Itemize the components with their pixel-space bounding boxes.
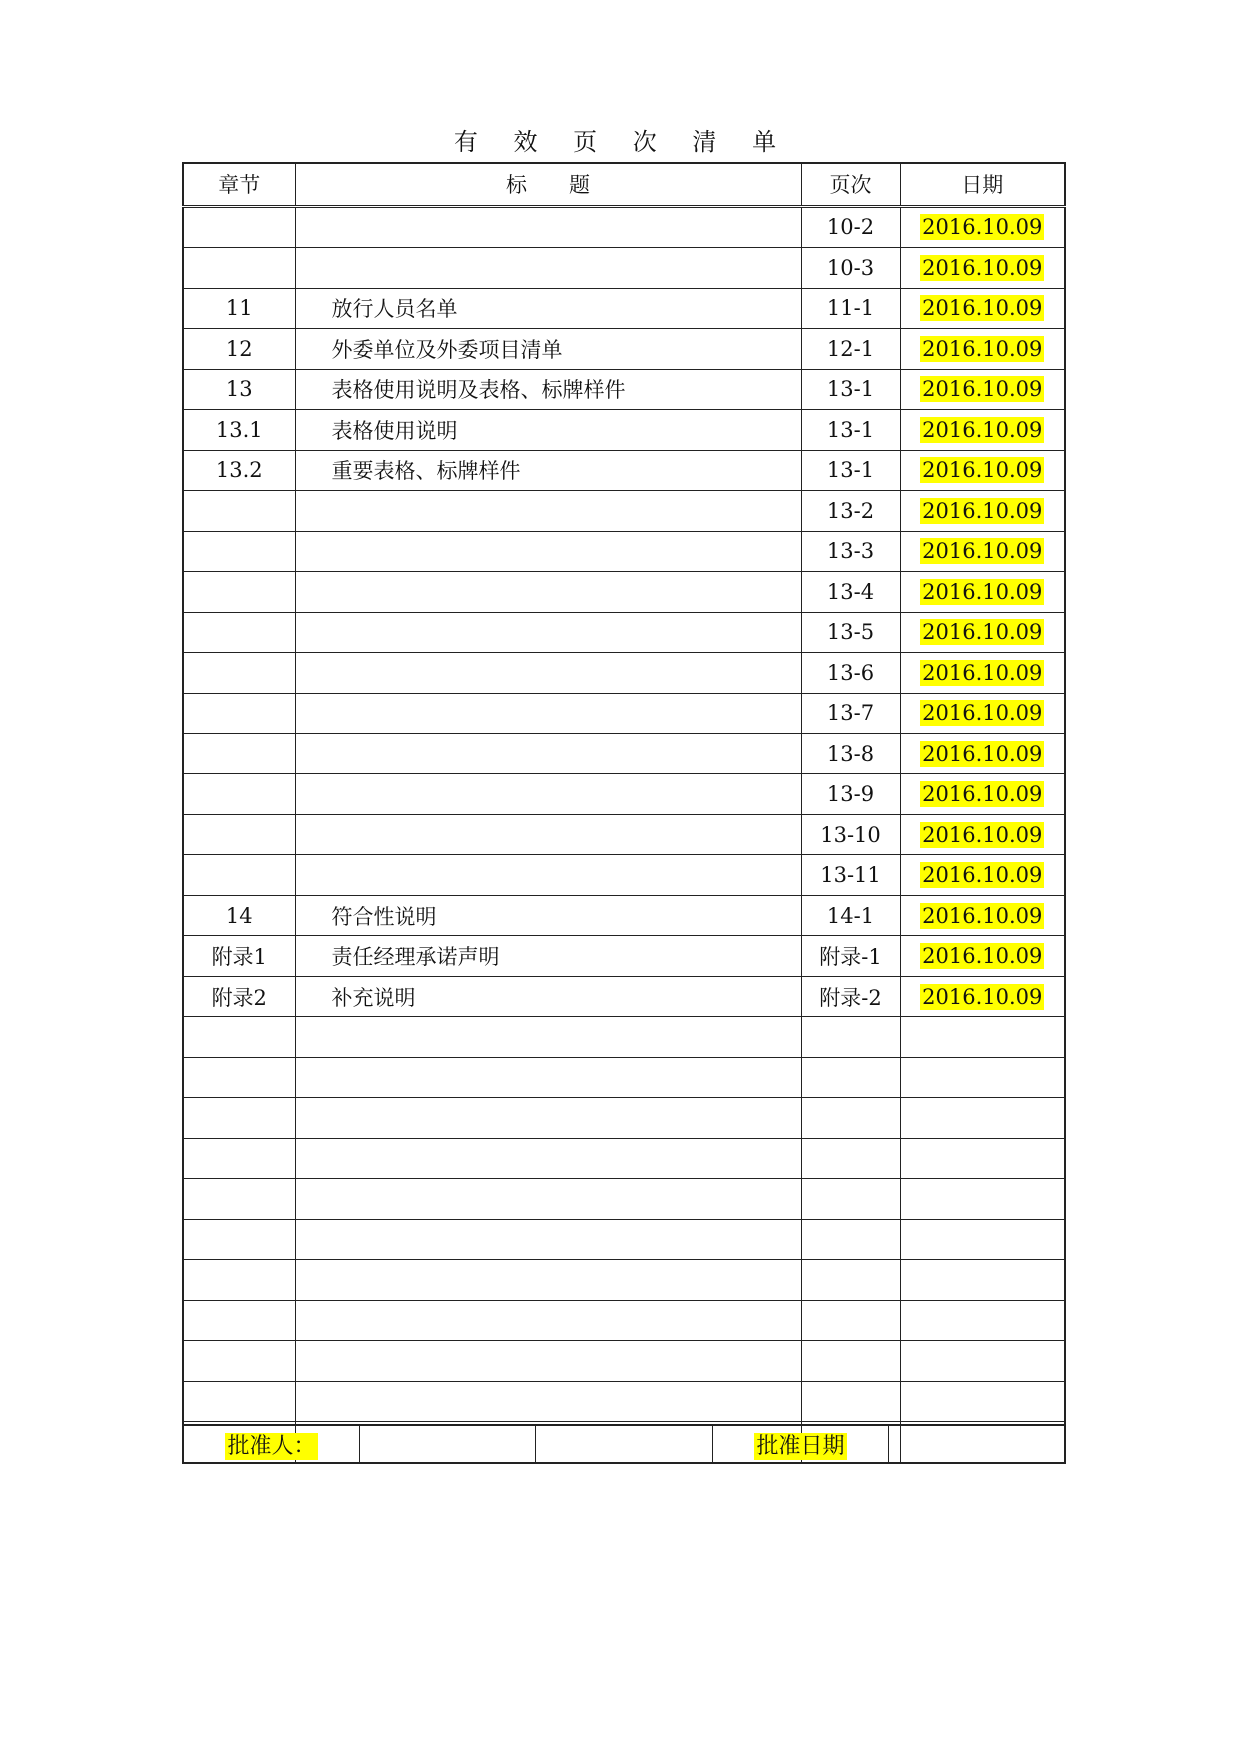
- heading-cell: [295, 1260, 801, 1300]
- approval-date-label: 批准日期: [756, 1433, 845, 1459]
- chapter-cell: [183, 612, 295, 652]
- page-cell: 13-5: [801, 612, 900, 652]
- date-cell: [900, 1219, 1065, 1259]
- date-cell: [900, 734, 1065, 774]
- heading-cell: 补充说明: [295, 976, 801, 1016]
- page-cell: 13-8: [801, 734, 900, 774]
- page-cell: 12-1: [801, 329, 900, 369]
- table-row: [183, 410, 1065, 450]
- header-heading: 标 题: [295, 163, 801, 206]
- table-header-row: [183, 163, 1065, 206]
- page-cell: 13-1: [801, 369, 900, 409]
- table-row: [183, 1098, 1065, 1138]
- chapter-cell: [183, 1341, 295, 1381]
- table-row: [183, 491, 1065, 531]
- approval-date-label-cell: [713, 1425, 889, 1463]
- heading-cell: 放行人员名单: [295, 288, 801, 328]
- page-cell: [801, 1098, 900, 1138]
- heading-cell: 符合性说明: [295, 895, 801, 935]
- page-cell: 13-3: [801, 531, 900, 571]
- heading-cell: [295, 814, 801, 854]
- table-row: [183, 693, 1065, 733]
- date-cell: [900, 612, 1065, 652]
- chapter-cell: [183, 693, 295, 733]
- date-value: 2016.10.09: [922, 255, 1043, 280]
- heading-cell: 外委单位及外委项目清单: [295, 329, 801, 369]
- table-row: [183, 206, 1065, 248]
- heading-cell: [295, 248, 801, 288]
- heading-cell: [295, 531, 801, 571]
- heading-cell: [295, 1098, 801, 1138]
- heading-cell: [295, 1381, 801, 1421]
- date-value: 2016.10.09: [922, 863, 1043, 888]
- table-row: [183, 1017, 1065, 1057]
- table-row: [183, 572, 1065, 612]
- chapter-cell: [183, 855, 295, 895]
- date-value: 2016.10.09: [922, 539, 1043, 564]
- date-cell: [900, 1381, 1065, 1421]
- page-cell: [801, 1057, 900, 1097]
- date-cell: [900, 855, 1065, 895]
- date-cell: [900, 774, 1065, 814]
- chapter-cell: 13: [183, 369, 295, 409]
- date-cell: [900, 450, 1065, 490]
- table-row: [183, 531, 1065, 571]
- page-cell: 附录-2: [801, 976, 900, 1016]
- date-cell: [900, 653, 1065, 693]
- page-title: 有 效 页 次 清 单: [453, 128, 791, 156]
- date-cell: [900, 1017, 1065, 1057]
- chapter-cell: [183, 1098, 295, 1138]
- header-chapter: 章节: [183, 163, 295, 206]
- heading-cell: [295, 855, 801, 895]
- page-cell: [801, 1219, 900, 1259]
- date-cell: [900, 572, 1065, 612]
- chapter-cell: [183, 774, 295, 814]
- date-value: 2016.10.09: [922, 417, 1043, 442]
- chapter-cell: [183, 531, 295, 571]
- approval-date-value-cell: [889, 1425, 1066, 1463]
- chapter-cell: [183, 653, 295, 693]
- page-cell: 13-10: [801, 814, 900, 854]
- table-row: [183, 1179, 1065, 1219]
- date-cell: [900, 1300, 1065, 1340]
- page-cell: 13-2: [801, 491, 900, 531]
- chapter-cell: [183, 248, 295, 288]
- table-row: [183, 1219, 1065, 1259]
- page-cell: 13-9: [801, 774, 900, 814]
- table-row: [183, 1057, 1065, 1097]
- heading-cell: [295, 1219, 801, 1259]
- approval-row: [182, 1424, 1066, 1464]
- page-cell: [801, 1381, 900, 1421]
- heading-cell: [295, 1300, 801, 1340]
- page-cell: [801, 1300, 900, 1340]
- date-value: 2016.10.09: [922, 296, 1043, 321]
- heading-cell: [295, 1057, 801, 1097]
- date-value: 2016.10.09: [922, 377, 1043, 402]
- date-value: 2016.10.09: [922, 741, 1043, 766]
- chapter-cell: 12: [183, 329, 295, 369]
- date-value: 2016.10.09: [922, 701, 1043, 726]
- date-value: 2016.10.09: [922, 620, 1043, 645]
- heading-cell: 重要表格、标牌样件: [295, 450, 801, 490]
- chapter-cell: [183, 206, 295, 248]
- table-row: [183, 288, 1065, 328]
- table-row: [183, 1138, 1065, 1178]
- date-value: 2016.10.09: [922, 336, 1043, 361]
- approver-label: 批准人：: [227, 1433, 316, 1459]
- date-value: 2016.10.09: [922, 579, 1043, 604]
- date-cell: [900, 693, 1065, 733]
- page-cell: 13-11: [801, 855, 900, 895]
- table-row: [183, 895, 1065, 935]
- date-value: 2016.10.09: [922, 944, 1043, 969]
- chapter-cell: [183, 1219, 295, 1259]
- effective-pages-table: [182, 162, 1066, 1464]
- chapter-cell: [183, 1179, 295, 1219]
- date-cell: [900, 1098, 1065, 1138]
- page-cell: 13-6: [801, 653, 900, 693]
- date-cell: [900, 895, 1065, 935]
- page-cell: 13-1: [801, 410, 900, 450]
- table-row: [183, 976, 1065, 1016]
- chapter-cell: [183, 1057, 295, 1097]
- chapter-cell: 14: [183, 895, 295, 935]
- date-cell: [900, 369, 1065, 409]
- table-row: [183, 369, 1065, 409]
- date-cell: [900, 1260, 1065, 1300]
- chapter-cell: 13.1: [183, 410, 295, 450]
- date-cell: [900, 1057, 1065, 1097]
- page-cell: [801, 1341, 900, 1381]
- approver-label-cell: [183, 1425, 360, 1463]
- date-cell: [900, 410, 1065, 450]
- chapter-cell: 13.2: [183, 450, 295, 490]
- date-value: 2016.10.09: [922, 903, 1043, 928]
- date-value: 2016.10.09: [922, 984, 1043, 1009]
- heading-cell: [295, 612, 801, 652]
- page-cell: 10-2: [801, 206, 900, 248]
- chapter-cell: [183, 1300, 295, 1340]
- date-cell: [900, 531, 1065, 571]
- date-value: 2016.10.09: [922, 660, 1043, 685]
- chapter-cell: 11: [183, 288, 295, 328]
- chapter-cell: [183, 491, 295, 531]
- date-cell: [900, 936, 1065, 976]
- table-row: [183, 814, 1065, 854]
- page-cell: [801, 1179, 900, 1219]
- date-cell: [900, 288, 1065, 328]
- table-row: [183, 734, 1065, 774]
- header-date: 日期: [900, 163, 1065, 206]
- date-cell: [900, 206, 1065, 248]
- date-cell: [900, 1138, 1065, 1178]
- chapter-cell: [183, 734, 295, 774]
- table-row: [183, 612, 1065, 652]
- table-row: [183, 1260, 1065, 1300]
- date-value: 2016.10.09: [922, 458, 1043, 483]
- page-cell: [801, 1260, 900, 1300]
- page-cell: 14-1: [801, 895, 900, 935]
- date-cell: [900, 976, 1065, 1016]
- page-cell: [801, 1138, 900, 1178]
- date-value: 2016.10.09: [922, 498, 1043, 523]
- date-value: 2016.10.09: [922, 822, 1043, 847]
- page-cell: 13-7: [801, 693, 900, 733]
- date-cell: [900, 329, 1065, 369]
- date-cell: [900, 814, 1065, 854]
- heading-cell: [295, 1179, 801, 1219]
- date-cell: [900, 248, 1065, 288]
- table-row: [183, 1341, 1065, 1381]
- table-row: [183, 855, 1065, 895]
- chapter-cell: [183, 1381, 295, 1421]
- heading-cell: [295, 1138, 801, 1178]
- chapter-cell: 附录1: [183, 936, 295, 976]
- date-value: 2016.10.09: [922, 215, 1043, 240]
- date-cell: [900, 491, 1065, 531]
- page-cell: [801, 1017, 900, 1057]
- heading-cell: 表格使用说明: [295, 410, 801, 450]
- chapter-cell: [183, 1138, 295, 1178]
- table-row: [183, 1381, 1065, 1421]
- heading-cell: [295, 572, 801, 612]
- chapter-cell: [183, 814, 295, 854]
- heading-cell: 表格使用说明及表格、标牌样件: [295, 369, 801, 409]
- table-row: [183, 774, 1065, 814]
- table-row: [183, 450, 1065, 490]
- page-cell: 附录-1: [801, 936, 900, 976]
- heading-cell: [295, 491, 801, 531]
- table-row: [183, 329, 1065, 369]
- date-cell: [900, 1341, 1065, 1381]
- heading-cell: [295, 693, 801, 733]
- approver-value-cell: [360, 1425, 536, 1463]
- heading-cell: [295, 734, 801, 774]
- table-row: [183, 1300, 1065, 1340]
- page-cell: 13-1: [801, 450, 900, 490]
- table-row: [183, 653, 1065, 693]
- heading-cell: [295, 774, 801, 814]
- table-row: [183, 936, 1065, 976]
- page-cell: 10-3: [801, 248, 900, 288]
- heading-cell: [295, 1341, 801, 1381]
- chapter-cell: [183, 1017, 295, 1057]
- chapter-cell: [183, 572, 295, 612]
- date-cell: [900, 1179, 1065, 1219]
- table-row: [183, 248, 1065, 288]
- approver-extra-cell: [536, 1425, 713, 1463]
- heading-cell: [295, 1017, 801, 1057]
- chapter-cell: [183, 1260, 295, 1300]
- page-cell: 11-1: [801, 288, 900, 328]
- header-page: 页次: [801, 163, 900, 206]
- chapter-cell: 附录2: [183, 976, 295, 1016]
- date-value: 2016.10.09: [922, 782, 1043, 807]
- page-cell: 13-4: [801, 572, 900, 612]
- heading-cell: [295, 653, 801, 693]
- heading-cell: [295, 206, 801, 248]
- heading-cell: 责任经理承诺声明: [295, 936, 801, 976]
